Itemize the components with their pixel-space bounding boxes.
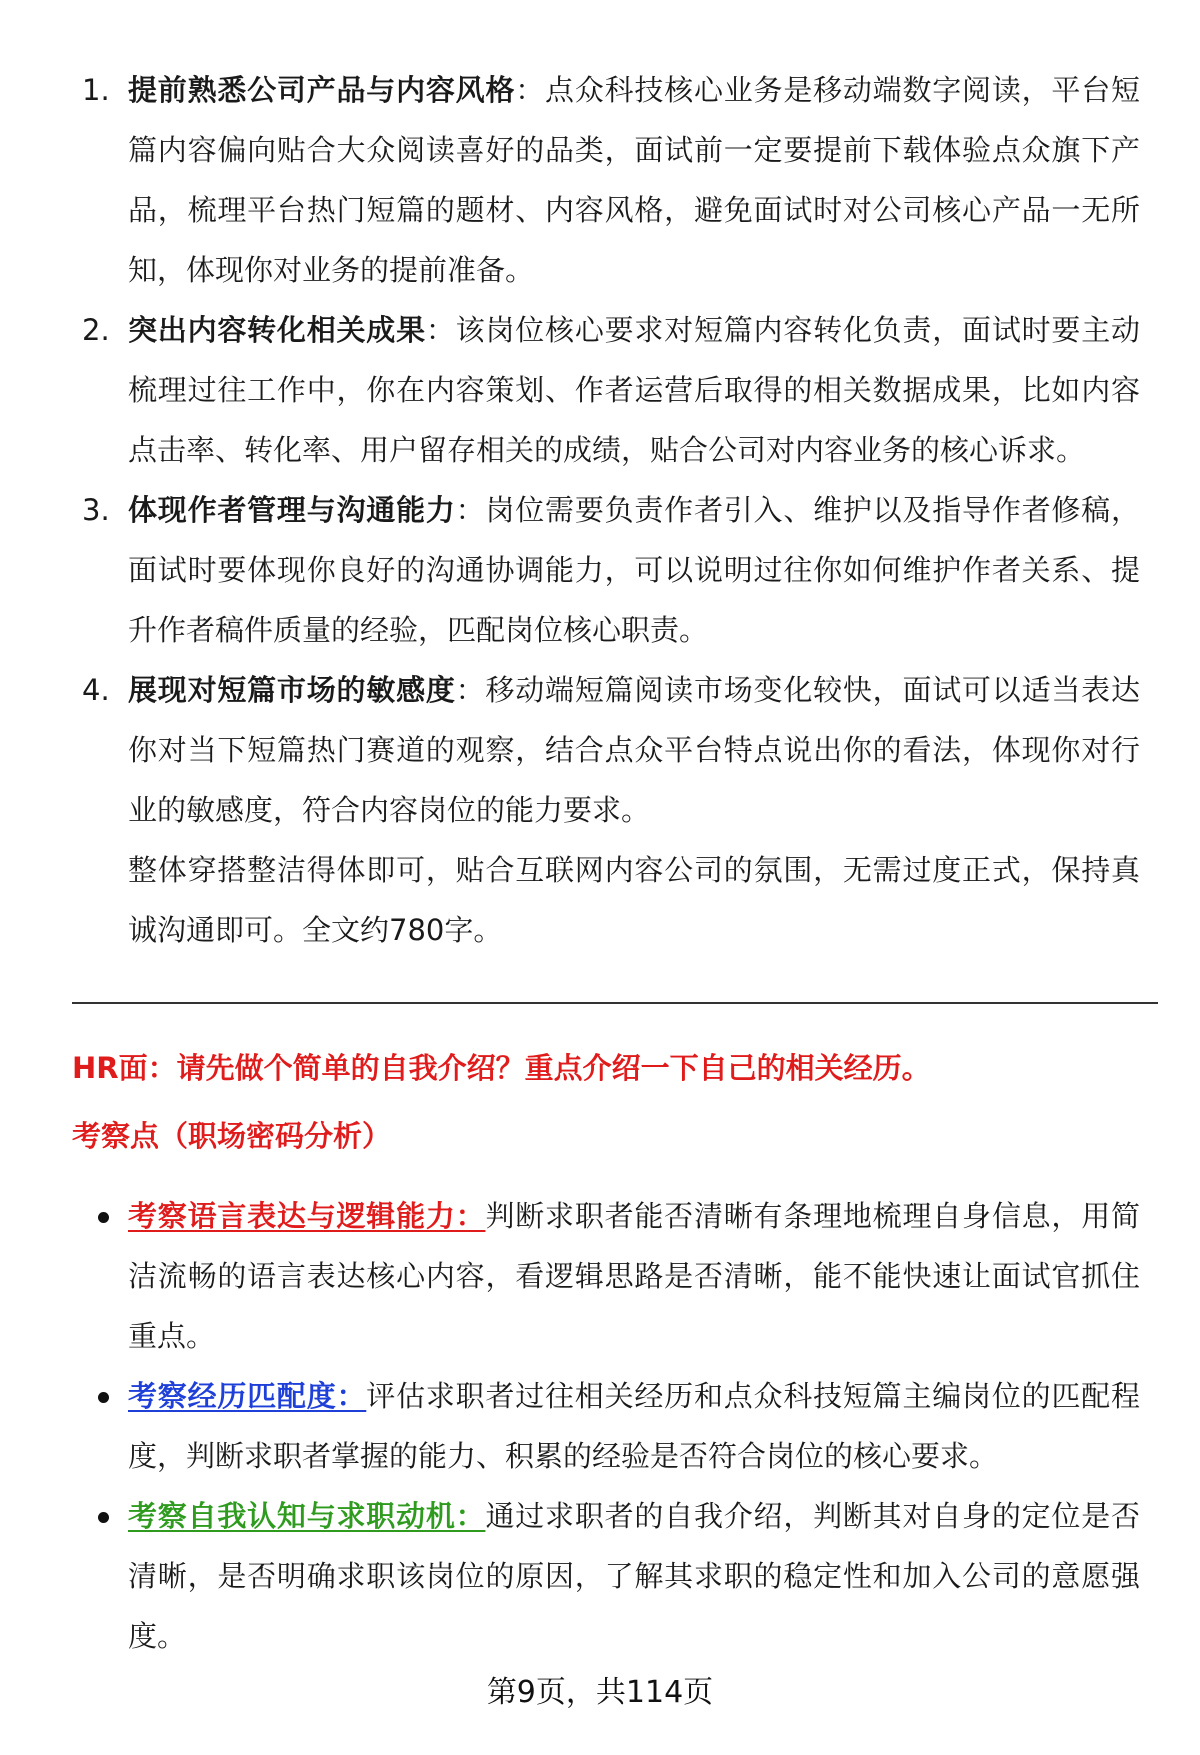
item-number: 4. — [82, 673, 110, 707]
list-item — [0, 660, 1140, 840]
analysis-heading: 考察点（职场密码分析） — [72, 1119, 392, 1153]
item-title: 体现作者管理与沟通能力 — [128, 493, 456, 527]
hr-question-heading: HR面：请先做个简单的自我介绍？重点介绍一下自己的相关经历。 — [72, 1051, 931, 1085]
bullet-paragraph — [128, 1486, 1140, 1666]
page-number: 第9页，共114页 — [486, 1675, 714, 1710]
item-paragraph — [128, 300, 1140, 480]
bullet-list — [0, 1186, 1200, 1666]
bullet-item — [0, 1486, 1140, 1666]
item-separator: ： — [425, 313, 456, 347]
item-title: 提前熟悉公司产品与内容风格 — [128, 73, 516, 107]
item-title: 突出内容转化相关成果 — [128, 313, 426, 347]
bullet-item — [0, 1186, 1140, 1366]
list-item — [0, 60, 1140, 300]
numbered-list — [0, 60, 1200, 960]
item-title: 展现对短篇市场的敏感度 — [128, 673, 456, 707]
item-number: 1. — [82, 73, 110, 107]
item-number: 2. — [82, 313, 110, 347]
item-paragraph — [128, 60, 1140, 300]
item-paragraph — [128, 660, 1140, 840]
bullet-body: 判断求职者能否清晰有条理地梳理自身信息，用简洁流畅的语言表达核心内容，看逻辑思路是否清晰，能不能快速让面试官抓住重点。 — [128, 1199, 1140, 1353]
bullet-label: 考察自我认知与求职动机： — [128, 1499, 486, 1533]
bullet-label: 考察经历匹配度： — [128, 1379, 367, 1413]
bullet-paragraph — [128, 1186, 1140, 1366]
item-separator: ： — [455, 493, 486, 527]
item-body: 移动端短篇阅读市场变化较快，面试可以适当表达你对当下短篇热门赛道的观察，结合点众平台特点说出你的看法，体现你对行业的敏感度，符合内容岗位的能力要求。 — [128, 673, 1140, 827]
item-paragraph — [128, 480, 1140, 660]
list-item — [0, 300, 1140, 480]
bullet-body: 通过求职者的自我介绍，判断其对自身的定位是否清晰，是否明确求职该岗位的原因，了解其求职的稳定性和加入公司的意愿强度。 — [128, 1499, 1140, 1653]
bullet-dot-icon — [98, 1512, 109, 1523]
closing-paragraph: 整体穿搭整洁得体即可，贴合互联网内容公司的氛围，无需过度正式，保持真诚沟通即可。全文约780字。 — [128, 853, 1140, 947]
item-separator: ： — [515, 73, 546, 107]
item-body: 该岗位核心要求对短篇内容转化负责，面试时要主动梳理过往工作中，你在内容策划、作者运营后取得的相关数据成果，比如内容点击率、转化率、用户留存相关的成绩，贴合公司对内容业务的核心诉求。 — [128, 313, 1140, 467]
item-body: 岗位需要负责作者引入、维护以及指导作者修稿，面试时要体现你良好的沟通协调能力，可以说明过往你如何维护作者关系、提升作者稿件质量的经验，匹配岗位核心职责。 — [128, 493, 1140, 647]
bullet-item — [0, 1366, 1140, 1486]
section-divider — [72, 1002, 1158, 1004]
bullet-body: 评估求职者过往相关经历和点众科技短篇主编岗位的匹配程度，判断求职者掌握的能力、积累的经验是否符合岗位的核心要求。 — [128, 1379, 1140, 1473]
list-item — [0, 480, 1140, 660]
bullet-dot-icon — [98, 1212, 109, 1223]
item-number: 3. — [82, 493, 110, 527]
item-body: 点众科技核心业务是移动端数字阅读，平台短篇内容偏向贴合大众阅读喜好的品类，面试前一定要提前下载体验点众旗下产品，梳理平台热门短篇的题材、内容风格，避免面试时对公司核心产品一无所知，体现你对业务的提前准备。 — [128, 73, 1140, 287]
bullet-paragraph — [128, 1366, 1140, 1486]
bullet-label: 考察语言表达与逻辑能力： — [128, 1199, 486, 1233]
bullet-dot-icon — [98, 1392, 109, 1403]
item-separator: ： — [455, 673, 486, 707]
